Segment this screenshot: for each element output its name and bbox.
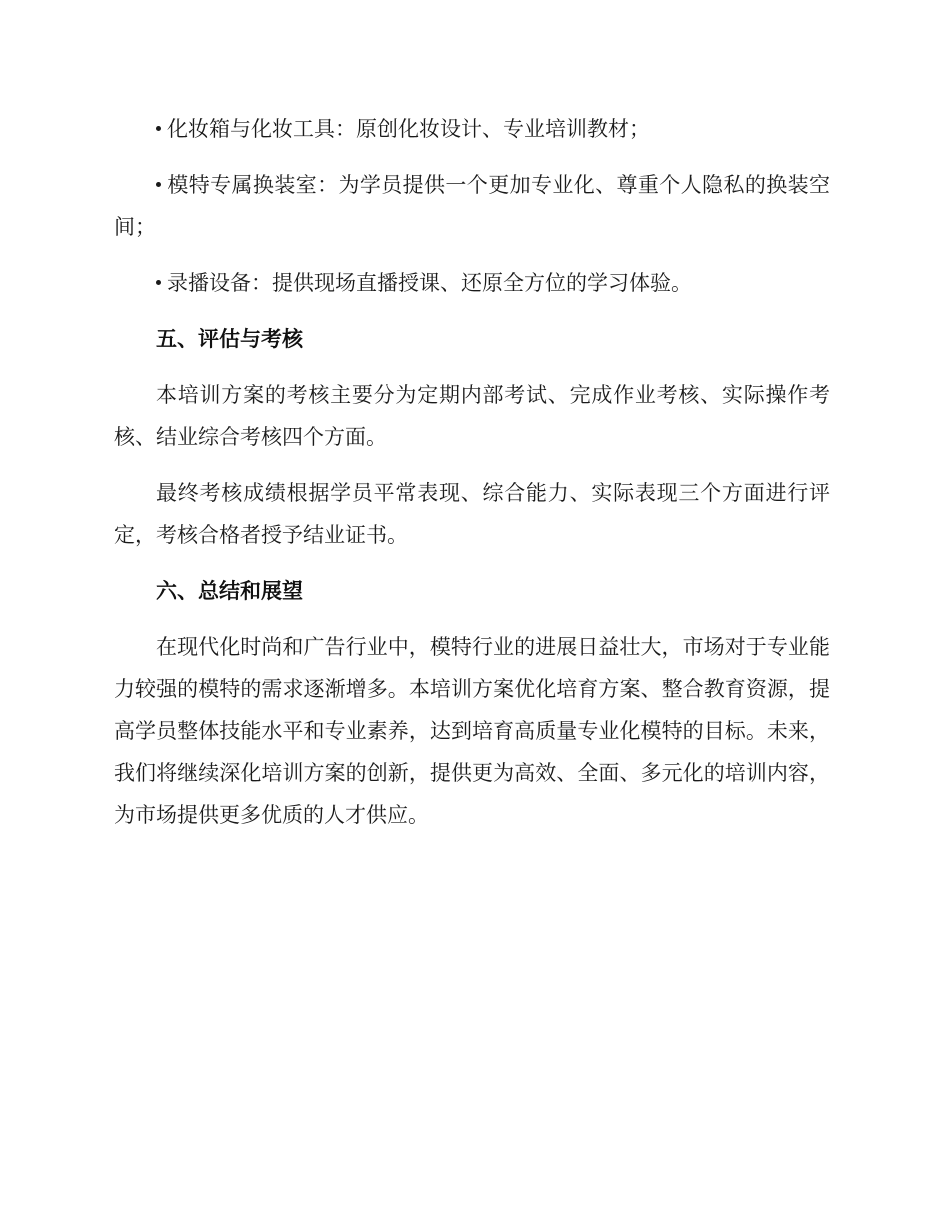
paragraph-summary-1: 在现代化时尚和广告行业中，模特行业的进展日益壮大，市场对于专业能力较强的模特的需求逐渐增多。本培训方案优化培育方案、整合教育资源，提高学员整体技能水平和专业素养，达到培育高质量专业化模特的目标。未来，我们将继续深化培训方案的创新，提供更为高效、全面、多元化的培训内容，为市场提供更多优质的人才供应。 xyxy=(114,635,830,827)
paragraph-evaluation-2: 最终考核成绩根据学员平常表现、综合能力、实际表现三个方面进行评定，考核合格者授予结业证书。 xyxy=(114,481,830,547)
bullet-text: 录播设备：提供现场直播授课、还原全方位的学习体验。 xyxy=(167,271,692,295)
bullet-text: 化妆箱与化妆工具：原创化妆设计、专业培训教材； xyxy=(167,117,650,141)
paragraph-evaluation-1: 本培训方案的考核主要分为定期内部考试、完成作业考核、实际操作考核、结业综合考核四个方面。 xyxy=(114,383,830,449)
bullet-item-makeup-tools xyxy=(114,108,830,150)
section-heading-evaluation: 五、评估与考核 xyxy=(156,327,303,351)
bullet-dot-icon xyxy=(156,182,161,187)
section-heading-summary: 六、总结和展望 xyxy=(156,579,303,603)
document-body xyxy=(114,108,830,850)
bullet-dot-icon xyxy=(156,126,161,131)
bullet-item-recording-equipment xyxy=(114,262,830,304)
bullet-dot-icon xyxy=(156,280,161,285)
bullet-text: 模特专属换装室：为学员提供一个更加专业化、尊重个人隐私的换装空间； xyxy=(114,173,830,239)
bullet-item-changing-room xyxy=(114,164,830,248)
